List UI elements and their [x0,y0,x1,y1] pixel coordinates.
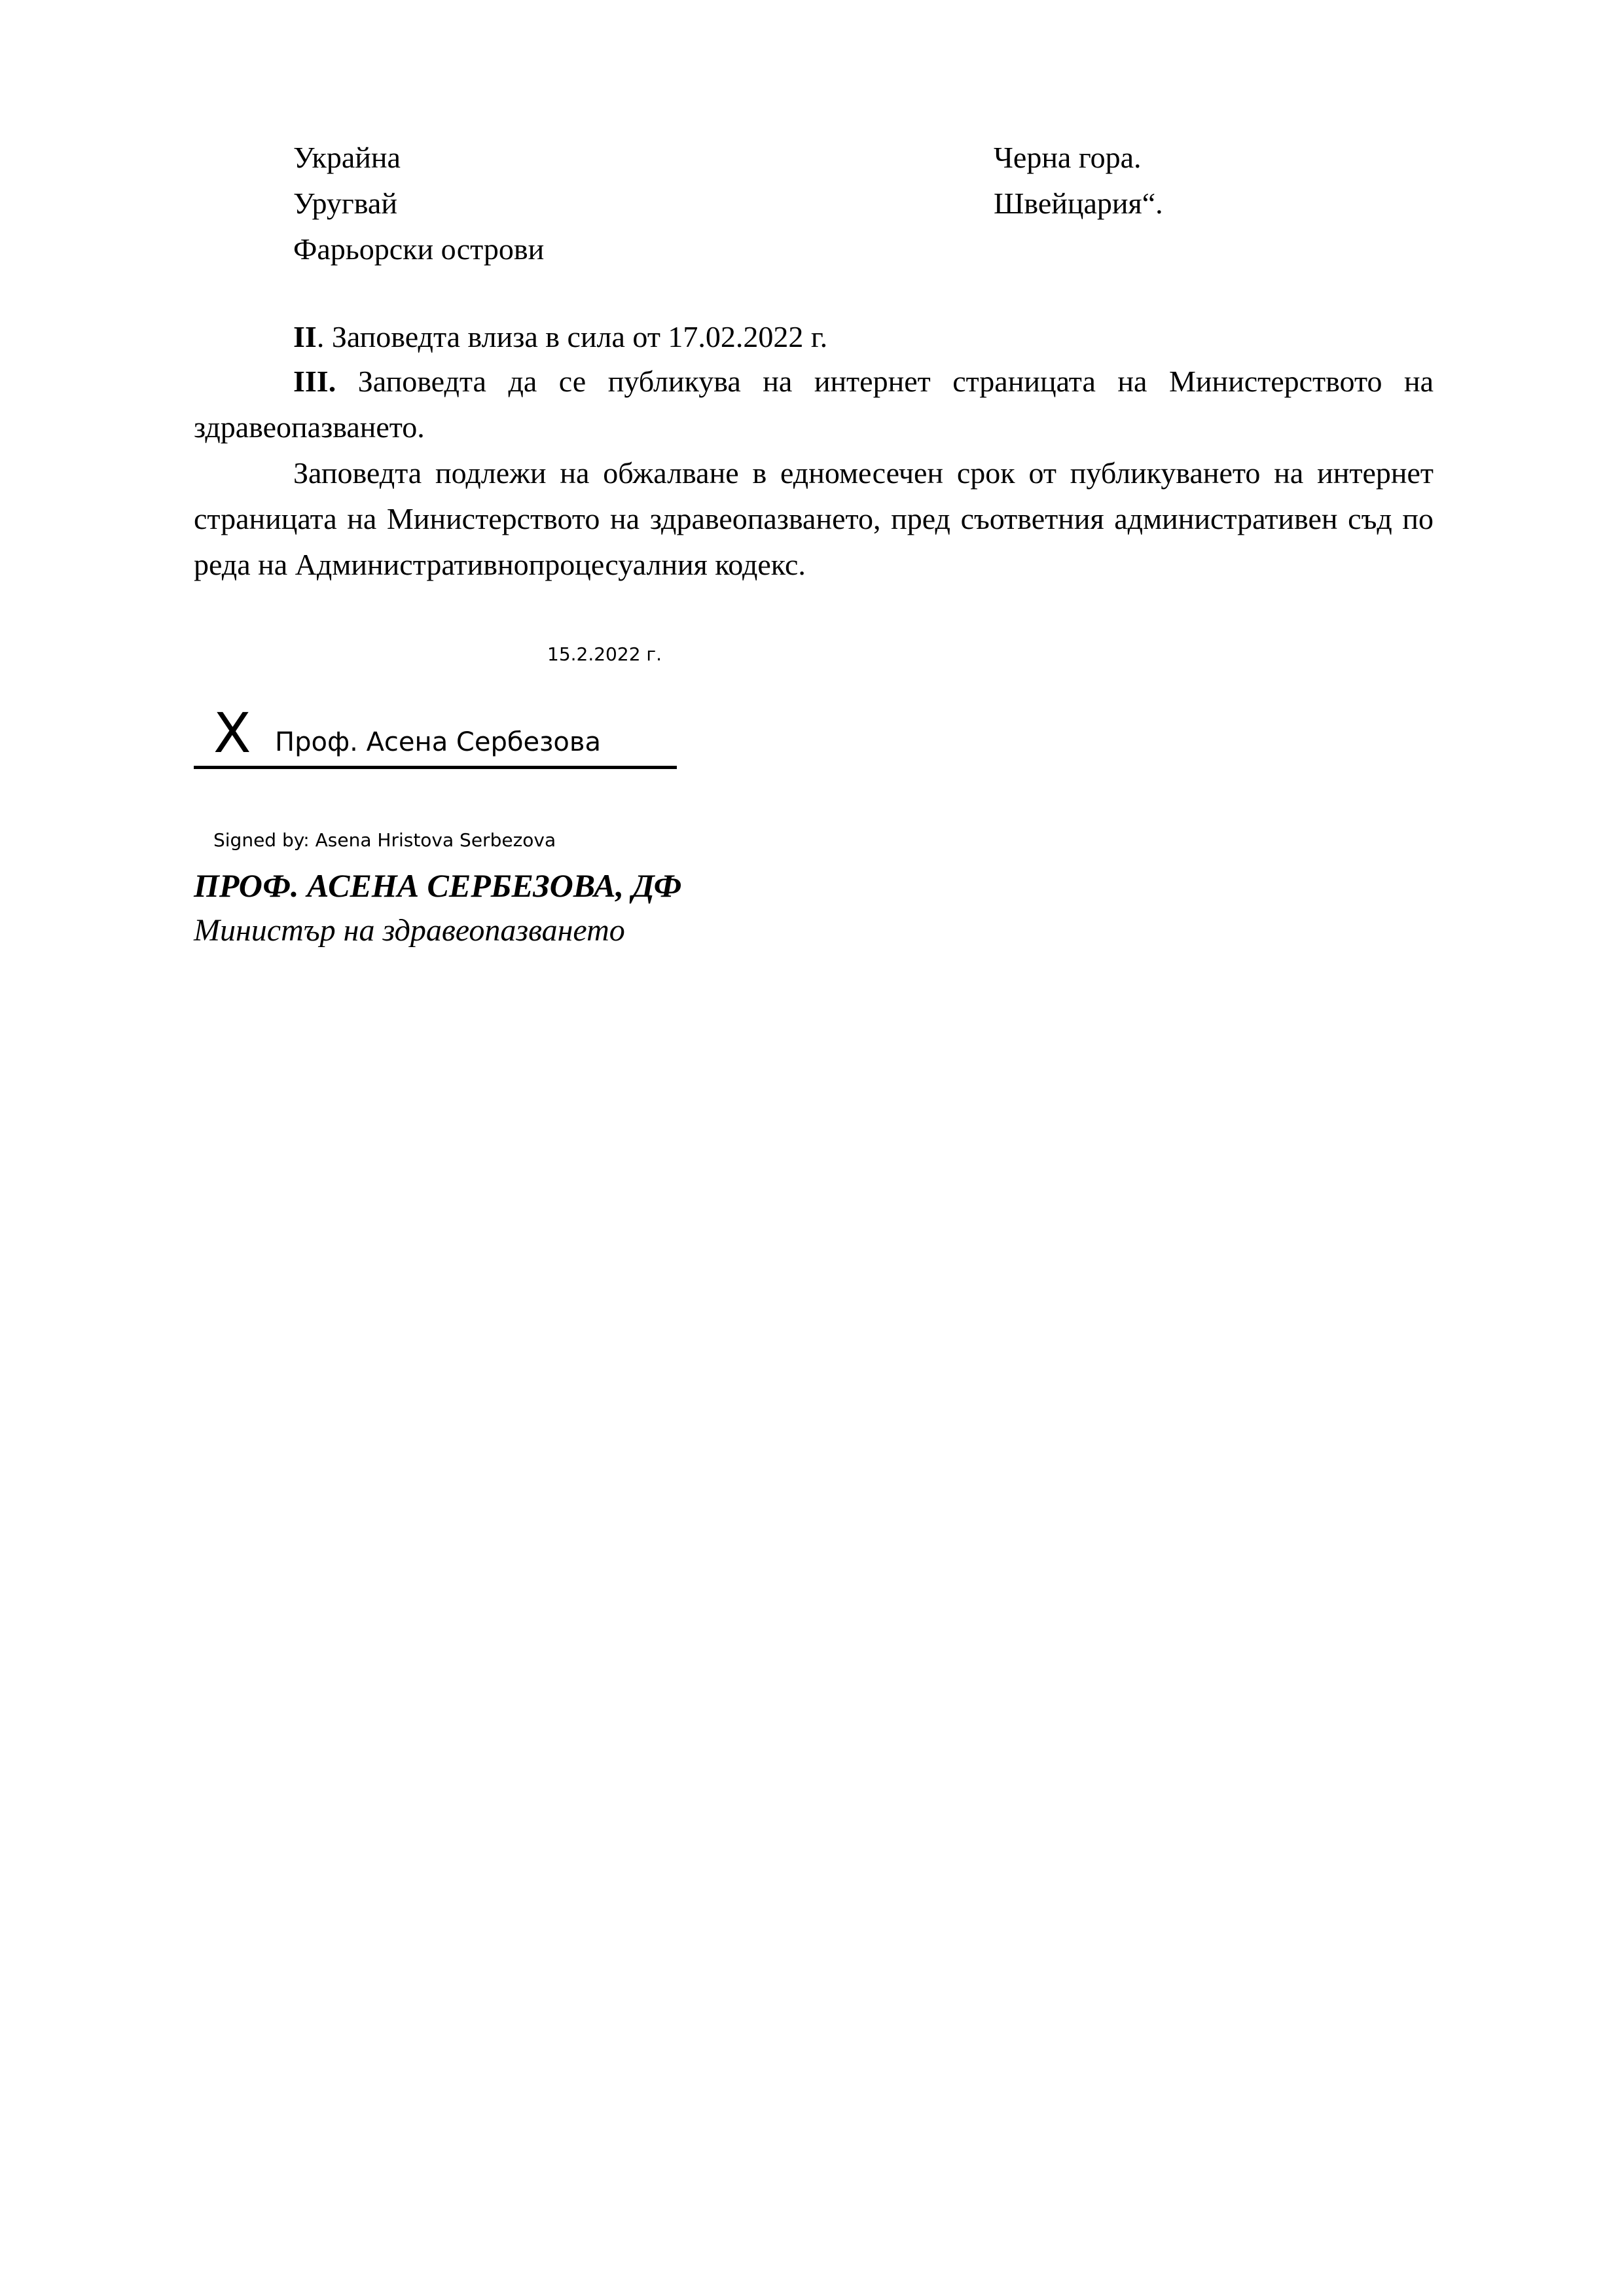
signature-line [194,766,677,769]
signature-name: Проф. Асена Сербезова [275,727,601,757]
section-ii-number: II [293,320,317,353]
country-switzerland: Швейцария“. [994,187,1163,220]
section-iii [194,359,1434,450]
country-ukraine: Украйна [293,141,401,174]
signature-x-mark: X [213,701,251,765]
minister-title: Министър на здравеопазването [194,913,625,948]
minister-name: ПРОФ. АСЕНА СЕРБЕЗОВА, ДФ [194,867,682,904]
appeal-paragraph: Заповедта подлежи на обжалване в едномесечен срок от публикуването на интернет страницата на Министерството на здравеопазването, пред съответния административен съд по реда на Административнопроцесуалния кодекс. [194,456,1434,581]
country-faroe-islands: Фарьорски острови [293,232,545,266]
section-ii [293,322,827,352]
signed-by-text: Signed by: Asena Hristova Serbezova [213,829,556,851]
country-uruguay: Уругвай [293,187,397,220]
section-iii-number: III. [293,365,336,398]
section-ii-text: . Заповедта влиза в сила от 17.02.2022 г. [316,320,828,353]
country-montenegro: Черна гора. [994,141,1142,174]
signature-date: 15.2.2022 г. [547,643,662,665]
section-iii-text: Заповедта да се публикува на интернет страницата на Министерството на здравеопазването. [194,365,1434,444]
